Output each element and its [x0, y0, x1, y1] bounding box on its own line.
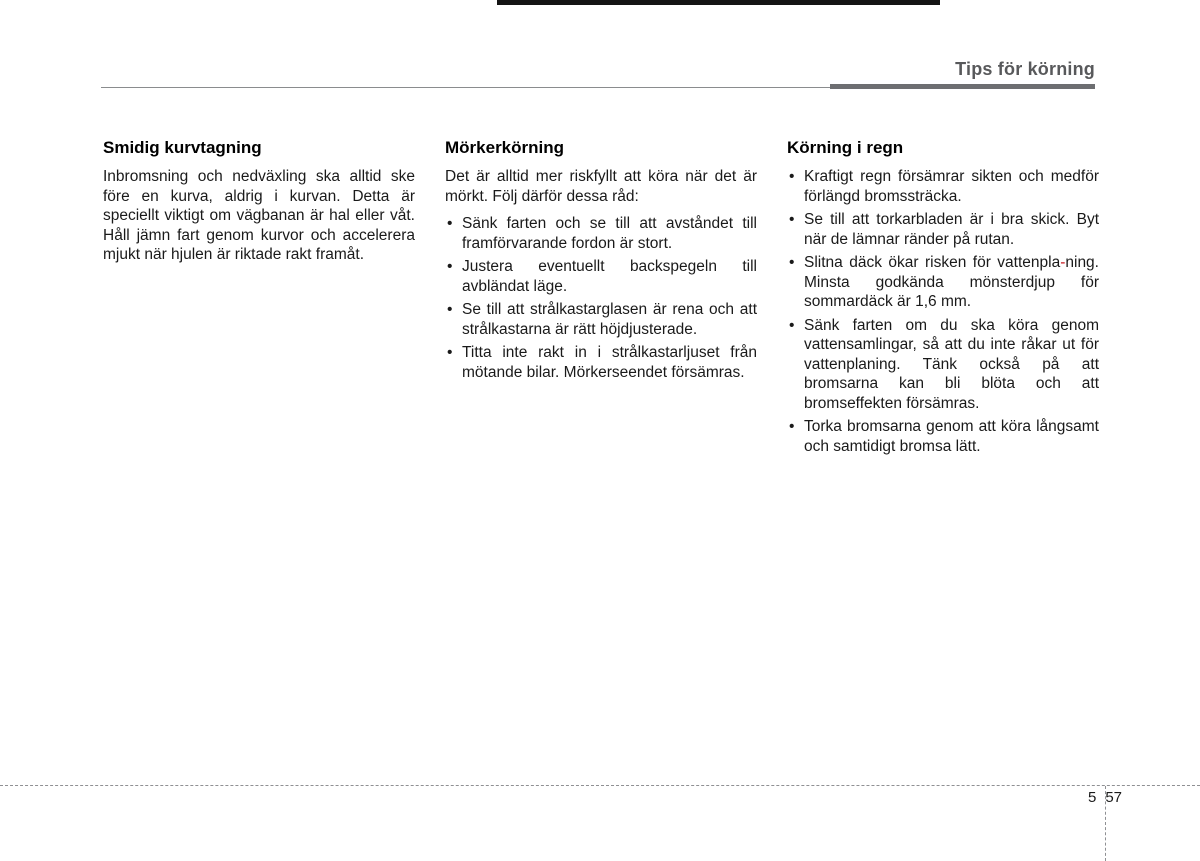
column-driving-in-rain	[787, 138, 1099, 460]
list-item: • Titta inte rakt in i strålkastarljuset från mötande bilar. Mörkerseendet försämras.	[445, 343, 757, 382]
page-number	[1088, 789, 1122, 806]
list-item-text-post: ning. Minsta godkända mönsterdjup för sommardäck är 1,6 mm.	[804, 254, 1099, 310]
red-hyphen: -	[1060, 254, 1066, 271]
column-night-driving	[445, 138, 757, 460]
bullet-list	[445, 214, 757, 382]
page-number-page: 57	[1105, 789, 1123, 806]
section-heading: Körning i regn	[787, 138, 904, 157]
column-smooth-cornering	[103, 138, 415, 460]
list-item: • Se till att strålkastarglasen är rena och att strålkastarna är rätt höjdjusterade.	[445, 300, 757, 339]
footer-dashed-line-horizontal	[0, 785, 1200, 786]
section-heading: Mörkerkörning	[445, 138, 565, 157]
list-item: • Kraftigt regn försämrar sikten och medför förlängd bromssträcka.	[787, 167, 1099, 206]
list-item: • Justera eventuellt backspegeln till avbländat läge.	[445, 257, 757, 296]
section-heading: Smidig kurvtagning	[103, 138, 262, 157]
section-paragraph: Det är alltid mer riskfyllt att köra när det är mörkt. Följ därför dessa råd:	[445, 168, 757, 205]
content-columns	[103, 138, 1099, 460]
bullet-list	[787, 167, 1099, 456]
list-item: • Sänk farten om du ska köra genom vattensamlingar, så att du inte råkar ut för vattenplaning. Tänk också på att bromsarna kan bli blöta och att bromseffekten försämras.	[787, 316, 1099, 414]
section-paragraph: Inbromsning och nedväxling ska alltid ske före en kurva, aldrig i kurvan. Detta är speciellt viktigt om vägbanan är hal eller våt. Håll jämn fart genom kurvor och accelerera mjukt när hjulen är riktade rakt framåt.	[103, 168, 415, 263]
header-rule-thick	[830, 84, 1095, 89]
page-number-chapter: 5	[1088, 789, 1097, 806]
top-crop-bar	[497, 0, 940, 5]
list-item-text-pre: Slitna däck ökar risken för vattenpla	[804, 254, 1061, 271]
list-item: • Sänk farten och se till att avståndet till framförvarande fordon är stort.	[445, 214, 757, 253]
list-item: • Torka bromsarna genom att köra långsamt och samtidigt bromsa lätt.	[787, 417, 1099, 456]
list-item	[787, 253, 1099, 312]
page-header-title: Tips för körning	[955, 59, 1095, 79]
list-item: • Se till att torkarbladen är i bra skick. Byt när de lämnar ränder på rutan.	[787, 210, 1099, 249]
